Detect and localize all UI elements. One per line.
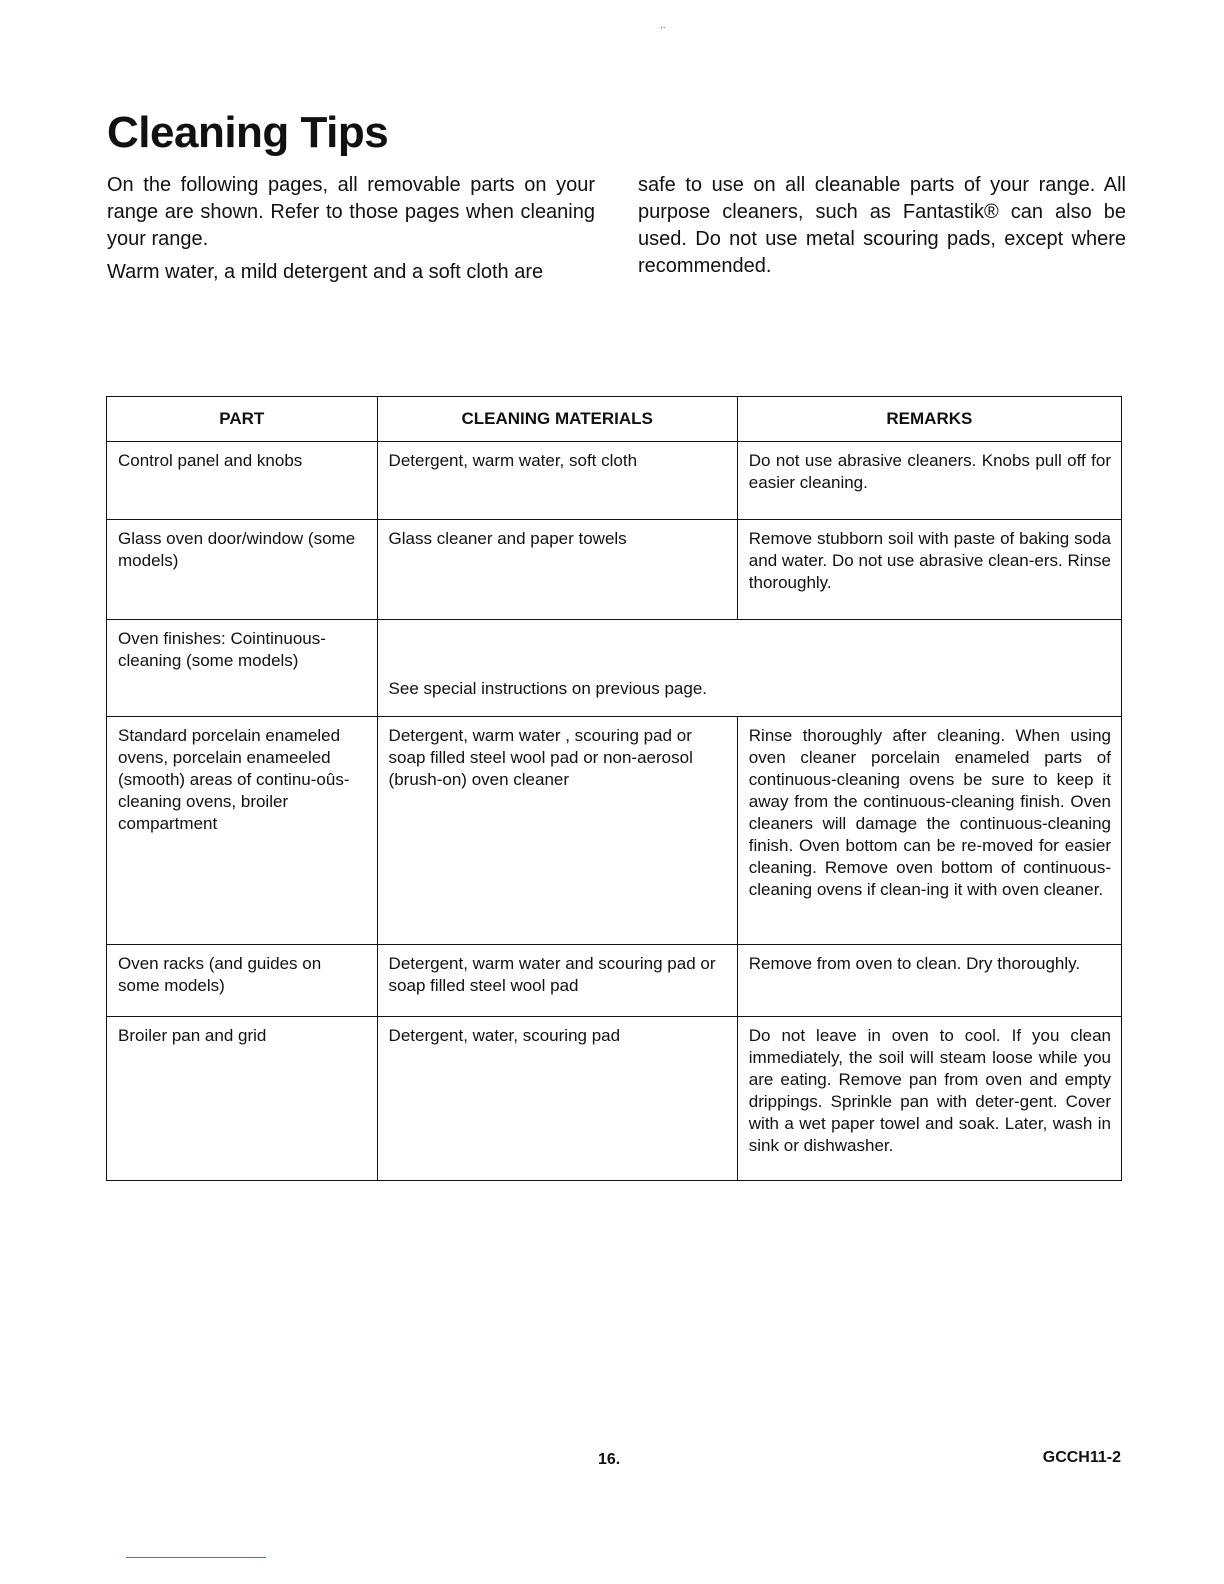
header-remarks: REMARKS xyxy=(737,397,1121,442)
span-note-text: See special instructions on previous page. xyxy=(388,679,708,698)
page-number: 16. xyxy=(598,1451,621,1468)
header-materials: CLEANING MATERIALS xyxy=(377,397,737,442)
remarks-cell xyxy=(737,1017,1121,1181)
table-row xyxy=(107,620,1122,717)
part-text: Oven finishes: Cointinuous-cleaning (some models) xyxy=(118,629,326,670)
cleaning-table xyxy=(106,396,1122,1181)
materials-text: Detergent, warm water, soft cloth xyxy=(388,451,638,470)
materials-text: Detergent, warm water and scouring pad or soap filled steel wool pad xyxy=(388,954,716,995)
remarks-cell xyxy=(737,520,1121,620)
table-row xyxy=(107,945,1122,1017)
header-part: PART xyxy=(107,397,378,442)
part-cell xyxy=(107,442,378,520)
table-row xyxy=(107,717,1122,945)
remarks-cell xyxy=(737,442,1121,520)
materials-cell xyxy=(377,717,737,945)
intro-right-column xyxy=(638,172,1126,286)
part-cell xyxy=(107,945,378,1017)
table-row xyxy=(107,520,1122,620)
remarks-cell xyxy=(737,945,1121,1017)
intro-paragraph: On the following pages, all removable parts on your range are shown. Refer to those pages when cleaning your range. xyxy=(107,174,595,250)
materials-cell xyxy=(377,1017,737,1181)
materials-text: Detergent, warm water , scouring pad or soap filled steel wool pad or non-aerosol (brush-on) oven cleaner xyxy=(388,726,693,789)
materials-cell xyxy=(377,442,737,520)
span-note-cell xyxy=(377,620,1121,717)
materials-text: Detergent, water, scouring pad xyxy=(388,1026,621,1045)
intro-paragraph: Warm water, a mild detergent and a soft cloth are xyxy=(107,261,544,283)
page-title: Cleaning Tips xyxy=(107,108,389,157)
bottom-link-underline[interactable] xyxy=(126,1557,266,1558)
part-cell xyxy=(107,620,378,717)
part-text: Glass oven door/window (some models) xyxy=(118,529,356,570)
remarks-text: Do not use abrasive cleaners. Knobs pull off for easier cleaning. xyxy=(748,451,1111,492)
remarks-text: Do not leave in oven to cool. If you clean immediately, the soil will steam loose while you are eating. Remove pan from oven and empty drippings. Sprinkle pan with deter-gent. Cover with a wet paper towel and soak. Later, wash in sink or dishwasher. xyxy=(748,1026,1111,1155)
materials-cell xyxy=(377,520,737,620)
remarks-text: Remove stubborn soil with paste of baking soda and water. Do not use abrasive clean-ers. Rinse thoroughly. xyxy=(748,529,1111,592)
intro-left-column xyxy=(107,172,595,292)
remarks-text: Rinse thoroughly after cleaning. When using oven cleaner porcelain enameled parts of continuous-cleaning ovens be sure to keep it away from the continuous-cleaning finish. Oven cleaners will damage the continuous-cleaning finish. Oven bottom can be re-moved for easier cleaning. Remove oven bottom of continuous-cleaning ovens if clean-ing it with oven cleaner. xyxy=(748,726,1111,899)
remarks-cell xyxy=(737,717,1121,945)
part-text: Oven racks (and guides on some models) xyxy=(118,954,322,995)
table-header-row xyxy=(107,397,1122,442)
intro-paragraph: safe to use on all cleanable parts of your range. All purpose cleaners, such as Fantastik® can also be used. Do not use metal scouring pads, except where recommended. xyxy=(638,174,1126,277)
document-code: GCCH11-2 xyxy=(1042,1449,1121,1466)
part-cell xyxy=(107,1017,378,1181)
table-row xyxy=(107,442,1122,520)
part-cell xyxy=(107,520,378,620)
materials-text: Glass cleaner and paper towels xyxy=(388,529,627,548)
table-row xyxy=(107,1017,1122,1181)
materials-cell xyxy=(377,945,737,1017)
part-cell xyxy=(107,717,378,945)
part-text: Standard porcelain enameled ovens, porcelain enameeled (smooth) areas of continu-oûs-cleaning ovens, broiler compartment xyxy=(118,726,350,833)
remarks-text: Remove from oven to clean. Dry thoroughly. xyxy=(748,954,1081,973)
part-text: Control panel and knobs xyxy=(118,451,303,470)
stray-mark: .. xyxy=(660,20,666,31)
part-text: Broiler pan and grid xyxy=(118,1026,267,1045)
